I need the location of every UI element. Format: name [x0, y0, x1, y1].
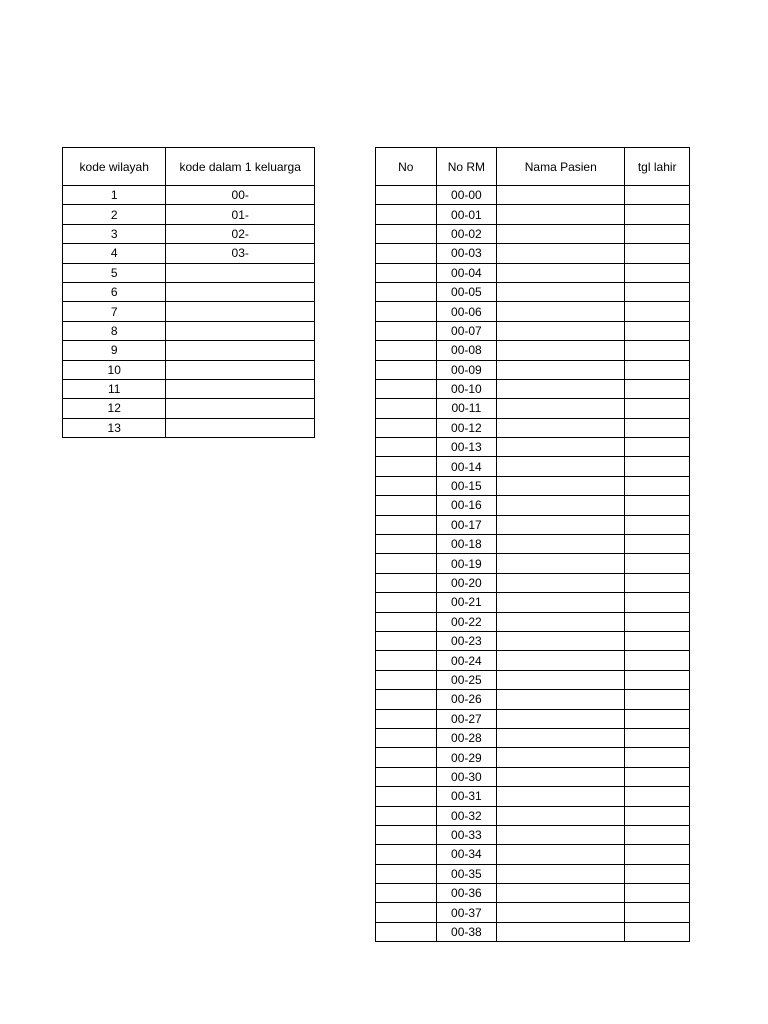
table-row [376, 186, 690, 205]
cell-kode-wilayah: 10 [63, 360, 166, 379]
cell-nama-pasien [497, 845, 625, 864]
cell-kode-dalam-keluarga [166, 263, 315, 282]
cell-nama-pasien [497, 690, 625, 709]
cell-kode-wilayah: 4 [63, 244, 166, 263]
header-row [376, 148, 690, 186]
table-row [376, 787, 690, 806]
cell-tgl-lahir [625, 341, 690, 360]
cell-kode-wilayah: 1 [63, 186, 166, 205]
header-nama-pasien: Nama Pasien [497, 148, 625, 186]
table-row [63, 282, 315, 301]
cell-tgl-lahir [625, 224, 690, 243]
cell-no [376, 651, 437, 670]
cell-nama-pasien [497, 554, 625, 573]
cell-no [376, 360, 437, 379]
cell-no [376, 670, 437, 689]
cell-tgl-lahir [625, 922, 690, 941]
cell-kode-dalam-keluarga: 01- [166, 205, 315, 224]
cell-nama-pasien [497, 360, 625, 379]
cell-no [376, 864, 437, 883]
cell-nama-pasien [497, 224, 625, 243]
cell-no-rm: 00-38 [436, 922, 497, 941]
cell-no-rm: 00-11 [436, 399, 497, 418]
cell-nama-pasien [497, 282, 625, 301]
cell-no-rm: 00-20 [436, 573, 497, 592]
cell-tgl-lahir [625, 244, 690, 263]
cell-tgl-lahir [625, 845, 690, 864]
table-row [376, 922, 690, 941]
cell-nama-pasien [497, 787, 625, 806]
cell-tgl-lahir [625, 321, 690, 340]
cell-no-rm: 00-21 [436, 593, 497, 612]
cell-no-rm: 00-08 [436, 341, 497, 360]
cell-kode-dalam-keluarga [166, 399, 315, 418]
cell-no-rm: 00-27 [436, 709, 497, 728]
cell-no-rm: 00-23 [436, 631, 497, 650]
table-row [63, 224, 315, 243]
cell-tgl-lahir [625, 767, 690, 786]
header-no: No [376, 148, 437, 186]
table-row [63, 379, 315, 398]
table-row [376, 884, 690, 903]
cell-no [376, 573, 437, 592]
table-row [376, 360, 690, 379]
cell-no [376, 748, 437, 767]
cell-no [376, 476, 437, 495]
cell-nama-pasien [497, 244, 625, 263]
cell-nama-pasien [497, 709, 625, 728]
cell-no [376, 186, 437, 205]
cell-nama-pasien [497, 631, 625, 650]
cell-nama-pasien [497, 476, 625, 495]
cell-tgl-lahir [625, 282, 690, 301]
cell-no [376, 612, 437, 631]
cell-kode-wilayah: 3 [63, 224, 166, 243]
table-row [376, 515, 690, 534]
cell-tgl-lahir [625, 864, 690, 883]
table-row [376, 399, 690, 418]
cell-tgl-lahir [625, 496, 690, 515]
cell-no-rm: 00-18 [436, 535, 497, 554]
cell-nama-pasien [497, 263, 625, 282]
cell-tgl-lahir [625, 205, 690, 224]
cell-no-rm: 00-34 [436, 845, 497, 864]
cell-no [376, 767, 437, 786]
table-row [376, 554, 690, 573]
table-row [376, 263, 690, 282]
table-row [376, 205, 690, 224]
table-row [63, 205, 315, 224]
cell-tgl-lahir [625, 438, 690, 457]
table-row [376, 379, 690, 398]
cell-no [376, 535, 437, 554]
cell-no-rm: 00-03 [436, 244, 497, 263]
table-row [63, 263, 315, 282]
cell-no [376, 593, 437, 612]
table-row [376, 864, 690, 883]
cell-tgl-lahir [625, 903, 690, 922]
cell-nama-pasien [497, 806, 625, 825]
cell-no-rm: 00-04 [436, 263, 497, 282]
cell-no [376, 263, 437, 282]
table-row [376, 612, 690, 631]
cell-kode-wilayah: 11 [63, 379, 166, 398]
cell-no-rm: 00-37 [436, 903, 497, 922]
cell-no-rm: 00-06 [436, 302, 497, 321]
table-row [376, 825, 690, 844]
cell-tgl-lahir [625, 787, 690, 806]
table-row [63, 186, 315, 205]
cell-kode-dalam-keluarga: 03- [166, 244, 315, 263]
cell-kode-dalam-keluarga [166, 321, 315, 340]
table-row [63, 244, 315, 263]
cell-kode-wilayah: 12 [63, 399, 166, 418]
table-row [63, 341, 315, 360]
table-row [376, 535, 690, 554]
cell-nama-pasien [497, 612, 625, 631]
cell-nama-pasien [497, 825, 625, 844]
cell-nama-pasien [497, 418, 625, 437]
cell-no [376, 690, 437, 709]
cell-no [376, 457, 437, 476]
cell-no-rm: 00-10 [436, 379, 497, 398]
table-row [376, 806, 690, 825]
cell-no-rm: 00-24 [436, 651, 497, 670]
cell-no-rm: 00-15 [436, 476, 497, 495]
cell-kode-dalam-keluarga: 00- [166, 186, 315, 205]
cell-no [376, 418, 437, 437]
table-row [376, 418, 690, 437]
cell-nama-pasien [497, 884, 625, 903]
cell-kode-wilayah: 2 [63, 205, 166, 224]
cell-tgl-lahir [625, 573, 690, 592]
cell-tgl-lahir [625, 631, 690, 650]
cell-no [376, 845, 437, 864]
cell-tgl-lahir [625, 806, 690, 825]
cell-no-rm: 00-16 [436, 496, 497, 515]
cell-no [376, 903, 437, 922]
table-row [63, 302, 315, 321]
cell-tgl-lahir [625, 379, 690, 398]
cell-tgl-lahir [625, 399, 690, 418]
cell-kode-dalam-keluarga: 02- [166, 224, 315, 243]
table-row [376, 709, 690, 728]
cell-nama-pasien [497, 341, 625, 360]
cell-tgl-lahir [625, 457, 690, 476]
cell-tgl-lahir [625, 554, 690, 573]
cell-kode-dalam-keluarga [166, 341, 315, 360]
table-row [376, 651, 690, 670]
cell-kode-dalam-keluarga [166, 302, 315, 321]
cell-no [376, 341, 437, 360]
cell-nama-pasien [497, 573, 625, 592]
table-row [376, 690, 690, 709]
table-row [376, 631, 690, 650]
table-row [376, 728, 690, 747]
cell-no-rm: 00-30 [436, 767, 497, 786]
cell-tgl-lahir [625, 418, 690, 437]
cell-nama-pasien [497, 767, 625, 786]
cell-kode-dalam-keluarga [166, 360, 315, 379]
cell-kode-dalam-keluarga [166, 282, 315, 301]
table-row [376, 845, 690, 864]
cell-tgl-lahir [625, 476, 690, 495]
cell-no-rm: 00-26 [436, 690, 497, 709]
cell-tgl-lahir [625, 360, 690, 379]
header-row [63, 148, 315, 186]
cell-no-rm: 00-32 [436, 806, 497, 825]
cell-no-rm: 00-19 [436, 554, 497, 573]
table-row [63, 360, 315, 379]
cell-kode-wilayah: 5 [63, 263, 166, 282]
cell-kode-wilayah: 8 [63, 321, 166, 340]
cell-no-rm: 00-25 [436, 670, 497, 689]
cell-no [376, 922, 437, 941]
cell-tgl-lahir [625, 535, 690, 554]
cell-tgl-lahir [625, 709, 690, 728]
cell-no-rm: 00-29 [436, 748, 497, 767]
kode-wilayah-table-body [63, 186, 315, 438]
cell-nama-pasien [497, 864, 625, 883]
cell-no-rm: 00-07 [436, 321, 497, 340]
cell-nama-pasien [497, 399, 625, 418]
header-kode-wilayah: kode wilayah [63, 148, 166, 186]
cell-nama-pasien [497, 457, 625, 476]
table-row [376, 767, 690, 786]
cell-no [376, 787, 437, 806]
cell-no-rm: 00-31 [436, 787, 497, 806]
cell-nama-pasien [497, 535, 625, 554]
table-row [63, 321, 315, 340]
table-row [376, 341, 690, 360]
cell-kode-wilayah: 7 [63, 302, 166, 321]
cell-tgl-lahir [625, 690, 690, 709]
cell-no [376, 224, 437, 243]
cell-kode-dalam-keluarga [166, 379, 315, 398]
cell-nama-pasien [497, 593, 625, 612]
cell-tgl-lahir [625, 748, 690, 767]
table-row [376, 573, 690, 592]
cell-no [376, 728, 437, 747]
cell-no-rm: 00-01 [436, 205, 497, 224]
cell-no [376, 825, 437, 844]
cell-tgl-lahir [625, 515, 690, 534]
cell-no-rm: 00-33 [436, 825, 497, 844]
cell-no [376, 709, 437, 728]
cell-nama-pasien [497, 728, 625, 747]
cell-nama-pasien [497, 651, 625, 670]
cell-nama-pasien [497, 205, 625, 224]
table-row [376, 670, 690, 689]
cell-no-rm: 00-09 [436, 360, 497, 379]
cell-nama-pasien [497, 438, 625, 457]
cell-nama-pasien [497, 321, 625, 340]
cell-no [376, 244, 437, 263]
cell-tgl-lahir [625, 670, 690, 689]
cell-no [376, 496, 437, 515]
cell-nama-pasien [497, 922, 625, 941]
cell-nama-pasien [497, 496, 625, 515]
cell-tgl-lahir [625, 302, 690, 321]
table-row [376, 438, 690, 457]
cell-no-rm: 00-00 [436, 186, 497, 205]
table-row [376, 496, 690, 515]
cell-no [376, 515, 437, 534]
cell-no [376, 282, 437, 301]
pasien-table [375, 147, 690, 942]
kode-wilayah-table [62, 147, 315, 438]
header-kode-dalam-keluarga: kode dalam 1 keluarga [166, 148, 315, 186]
cell-kode-dalam-keluarga [166, 418, 315, 437]
header-no-rm: No RM [436, 148, 497, 186]
cell-tgl-lahir [625, 884, 690, 903]
cell-tgl-lahir [625, 651, 690, 670]
cell-no [376, 438, 437, 457]
cell-no [376, 631, 437, 650]
cell-tgl-lahir [625, 263, 690, 282]
table-row [376, 244, 690, 263]
cell-no-rm: 00-14 [436, 457, 497, 476]
cell-kode-wilayah: 13 [63, 418, 166, 437]
cell-no-rm: 00-12 [436, 418, 497, 437]
cell-kode-wilayah: 6 [63, 282, 166, 301]
cell-nama-pasien [497, 302, 625, 321]
cell-tgl-lahir [625, 593, 690, 612]
table-row [63, 399, 315, 418]
table-row [376, 593, 690, 612]
cell-no [376, 884, 437, 903]
cell-no-rm: 00-28 [436, 728, 497, 747]
cell-no [376, 302, 437, 321]
cell-nama-pasien [497, 748, 625, 767]
table-row [376, 224, 690, 243]
cell-kode-wilayah: 9 [63, 341, 166, 360]
cell-nama-pasien [497, 186, 625, 205]
table-row [376, 457, 690, 476]
cell-no-rm: 00-02 [436, 224, 497, 243]
cell-no-rm: 00-05 [436, 282, 497, 301]
table-row [63, 418, 315, 437]
cell-tgl-lahir [625, 728, 690, 747]
cell-tgl-lahir [625, 825, 690, 844]
cell-no [376, 399, 437, 418]
header-tgl-lahir: tgl lahir [625, 148, 690, 186]
table-row [376, 903, 690, 922]
cell-nama-pasien [497, 670, 625, 689]
cell-nama-pasien [497, 903, 625, 922]
cell-no-rm: 00-17 [436, 515, 497, 534]
cell-no-rm: 00-22 [436, 612, 497, 631]
cell-nama-pasien [497, 515, 625, 534]
table-row [376, 302, 690, 321]
table-row [376, 476, 690, 495]
cell-nama-pasien [497, 379, 625, 398]
cell-tgl-lahir [625, 612, 690, 631]
table-row [376, 748, 690, 767]
cell-no [376, 554, 437, 573]
cell-no-rm: 00-36 [436, 884, 497, 903]
pasien-table-body [376, 186, 690, 942]
cell-no-rm: 00-35 [436, 864, 497, 883]
cell-no [376, 205, 437, 224]
cell-no [376, 806, 437, 825]
table-row [376, 321, 690, 340]
table-row [376, 282, 690, 301]
cell-no-rm: 00-13 [436, 438, 497, 457]
cell-no [376, 321, 437, 340]
cell-tgl-lahir [625, 186, 690, 205]
cell-no [376, 379, 437, 398]
